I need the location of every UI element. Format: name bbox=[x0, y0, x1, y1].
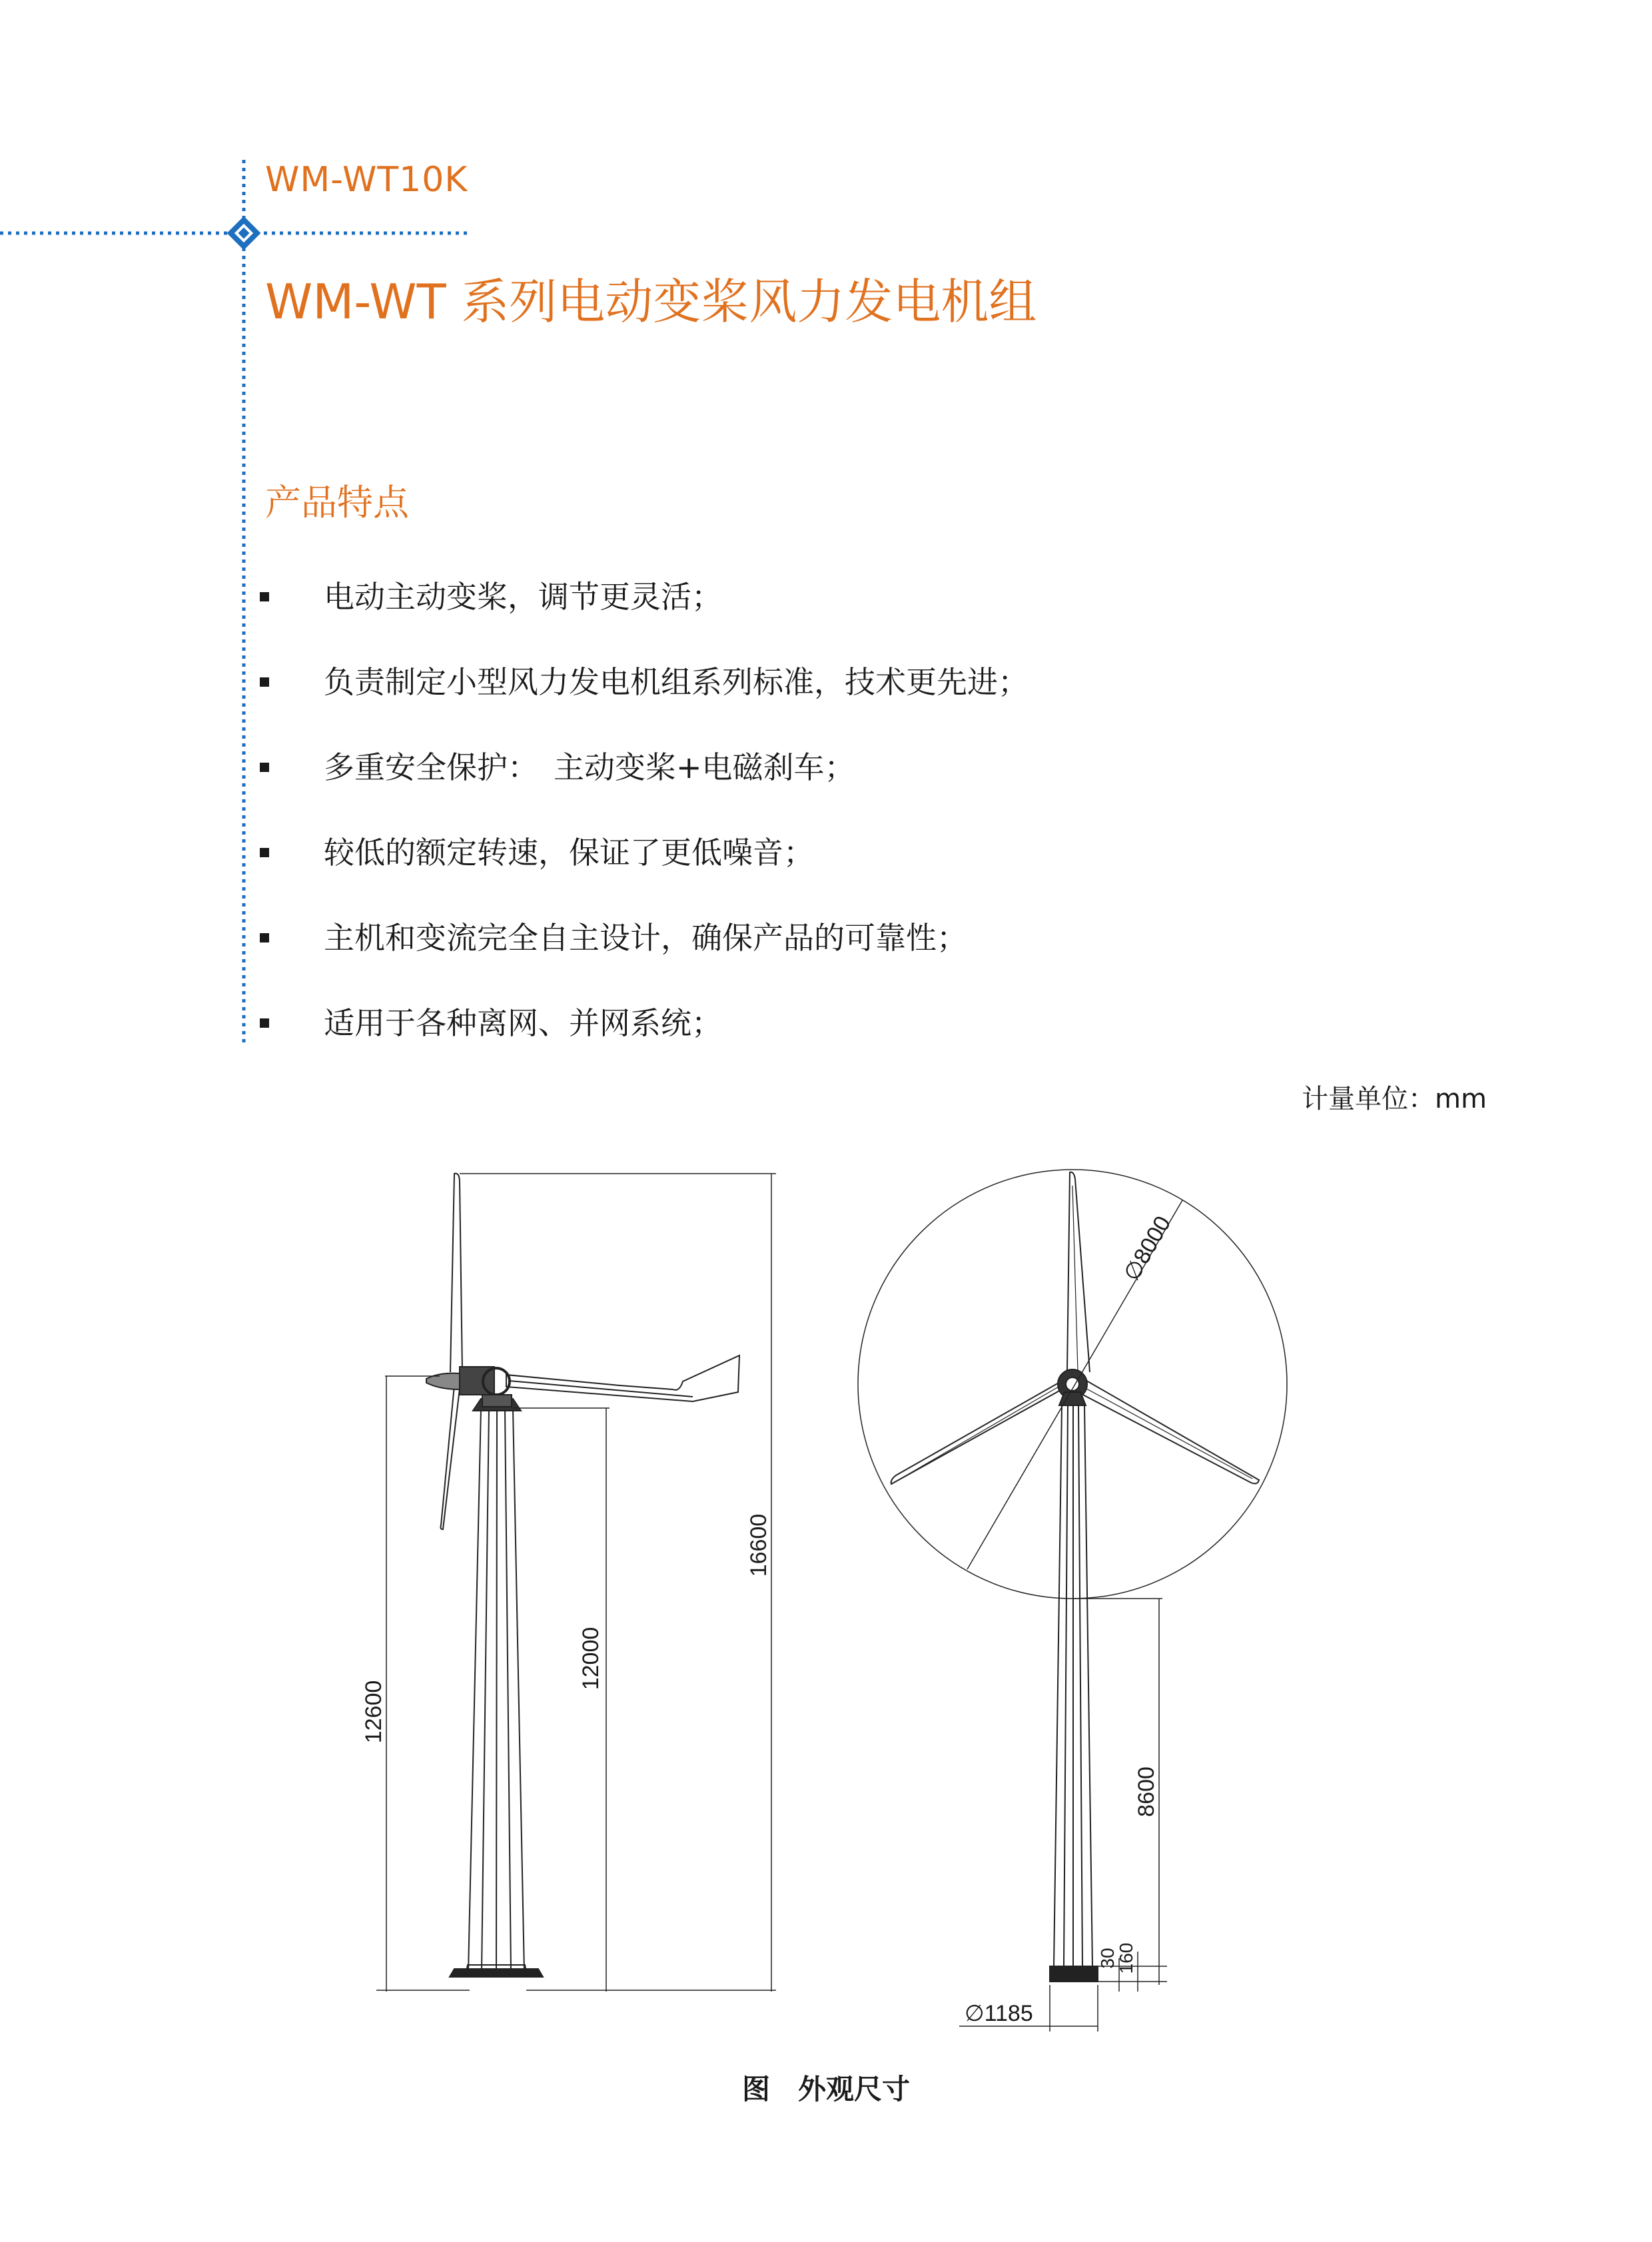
side-tail-vane bbox=[506, 1355, 739, 1401]
section-heading: 产品特点 bbox=[265, 482, 409, 524]
unit-label: 计量单位：mm bbox=[1302, 1084, 1487, 1114]
side-view bbox=[361, 1174, 776, 1992]
front-blade-top bbox=[1067, 1172, 1090, 1372]
dim-clearance: 8600 bbox=[1134, 1766, 1159, 1817]
dim-base-diameter: ∅1185 bbox=[965, 2001, 1033, 2026]
dim-hub-height: 12600 bbox=[361, 1680, 386, 1744]
side-tower bbox=[450, 1399, 543, 1977]
feature-text: 较低的额定转速，保证了更低噪音； bbox=[324, 835, 814, 871]
side-nacelle bbox=[426, 1367, 512, 1407]
feature-text: 主机和变流完全自主设计，确保产品的可靠性； bbox=[324, 920, 967, 956]
dim-total-height: 16600 bbox=[746, 1513, 771, 1577]
page-title: WM-WT 系列电动变桨风力发电机组 bbox=[265, 274, 1037, 330]
dim-tower-height: 12000 bbox=[578, 1627, 604, 1690]
side-blade-down bbox=[440, 1385, 460, 1529]
figure-caption: 图 外观尺寸 bbox=[741, 2073, 910, 2105]
dim-base-30: 30 bbox=[1097, 1948, 1118, 1969]
front-tower bbox=[1050, 1392, 1098, 1982]
feature-text: 多重安全保护： 主动变桨+电磁刹车； bbox=[324, 749, 855, 785]
front-blade-left bbox=[891, 1379, 1066, 1484]
feature-text: 适用于各种离网、并网系统； bbox=[324, 1005, 722, 1041]
model-code: WM-WT10K bbox=[265, 160, 468, 200]
side-blade-up bbox=[450, 1174, 462, 1372]
dim-rotor-diameter: ∅8000 bbox=[1118, 1212, 1176, 1286]
feature-text: 负责制定小型风力发电机组系列标准，技术更先进； bbox=[324, 664, 1029, 700]
front-view bbox=[858, 1170, 1287, 2032]
feature-text: 电动主动变桨，调节更灵活； bbox=[324, 579, 722, 615]
dim-base-160: 160 bbox=[1116, 1942, 1136, 1974]
